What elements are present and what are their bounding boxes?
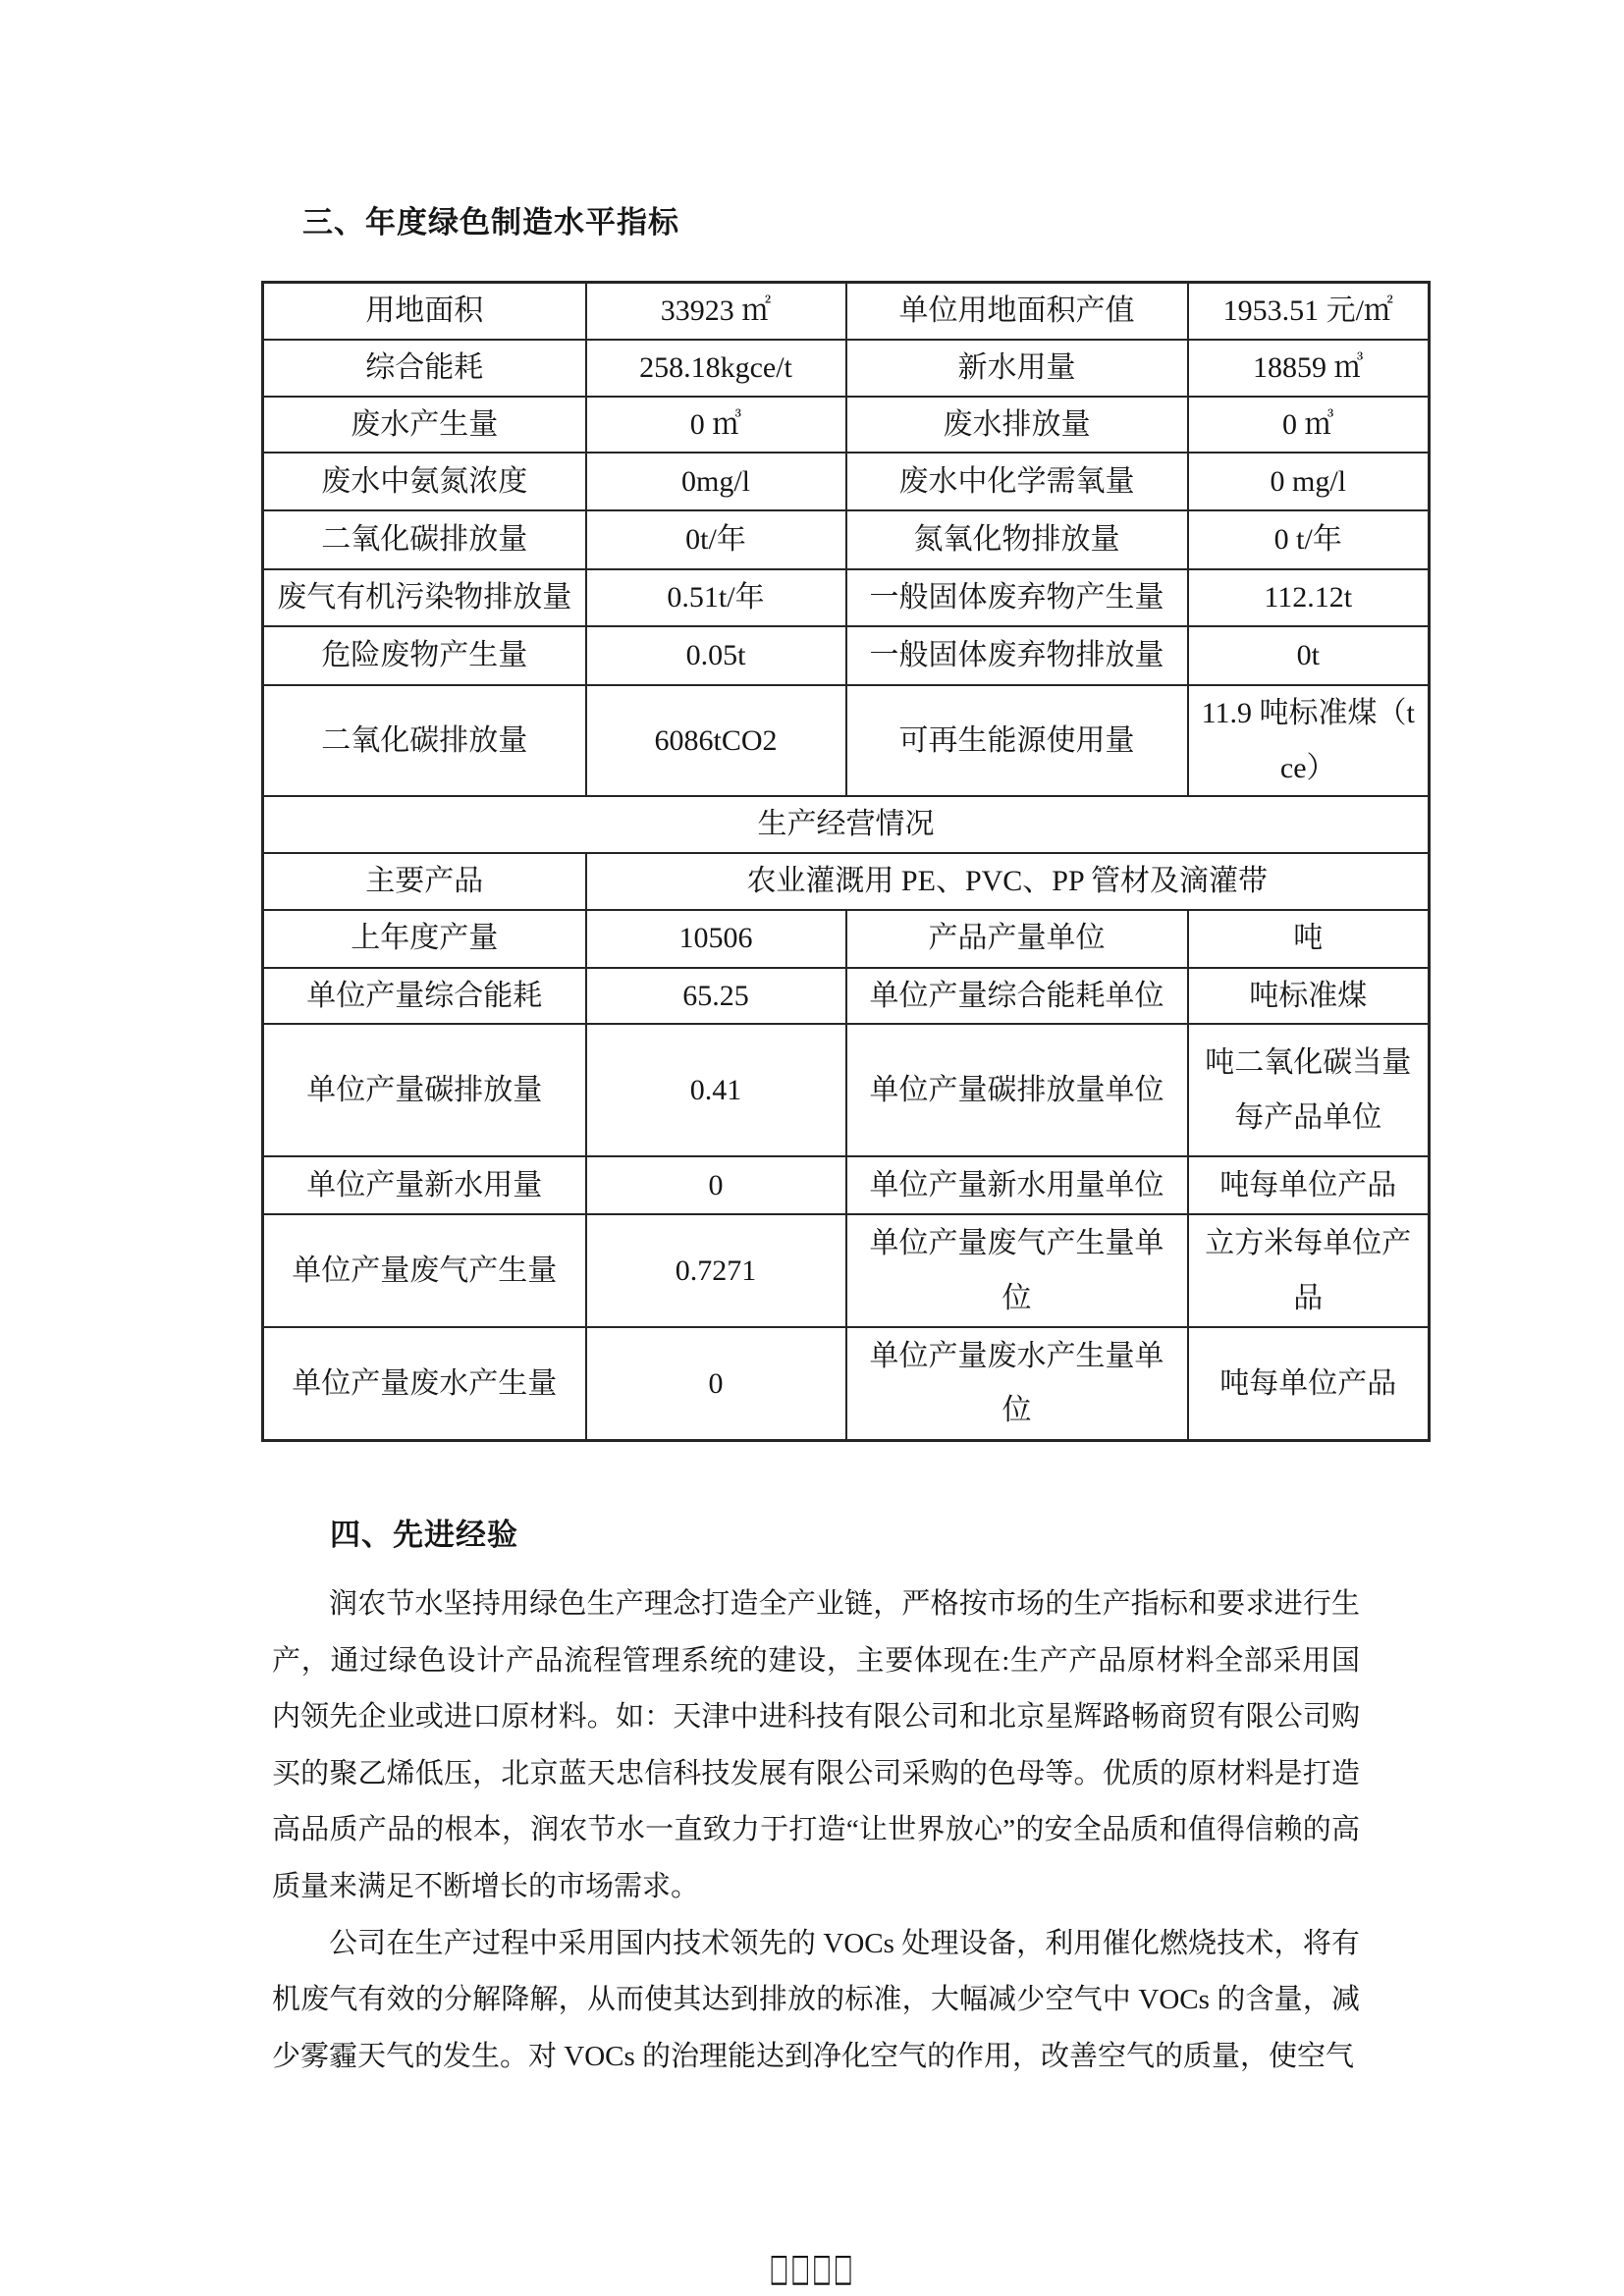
table-row (263, 626, 1430, 685)
table-cell: 单位产量新水用量 (263, 1156, 586, 1214)
table-cell: 18859 ㎥ (1188, 340, 1430, 397)
green-manufacturing-indicators-table (261, 281, 1431, 1442)
table-section-title: 生产经营情况 (263, 796, 1430, 853)
table-cell: 主要产品 (263, 853, 586, 910)
table-cell: 上年度产量 (263, 910, 586, 968)
table-cell: 吨 (1188, 910, 1430, 968)
table-cell: 用地面积 (263, 283, 586, 340)
table-cell: 产品产量单位 (846, 910, 1188, 968)
table-cell: 吨二氧化碳当量每产品单位 (1188, 1024, 1430, 1156)
table-row (263, 569, 1430, 626)
table-cell: 0 (586, 1327, 846, 1440)
table-row (263, 910, 1430, 968)
table-cell: 0t (1188, 626, 1430, 685)
table-row (263, 968, 1430, 1025)
table-cell: 0 ㎥ (1188, 397, 1430, 454)
table-cell: 单位产量碳排放量单位 (846, 1024, 1188, 1156)
table-row (263, 1214, 1430, 1327)
table-cell: 0 ㎥ (586, 397, 846, 454)
table-cell: 0 t/年 (1188, 510, 1430, 569)
table-cell: 0.7271 (586, 1214, 846, 1327)
table-cell: 废水中氨氮浓度 (263, 453, 586, 510)
table-row (263, 1024, 1430, 1156)
table-cell: 258.18kgce/t (586, 340, 846, 397)
table-cell: 单位产量新水用量单位 (846, 1156, 1188, 1214)
table-cell: 10506 (586, 910, 846, 968)
table-cell: 二氧化碳排放量 (263, 510, 586, 569)
table-cell: 33923 ㎡ (586, 283, 846, 340)
table-cell: 废水产生量 (263, 397, 586, 454)
section-heading-advanced-experience: 四、先进经验 (330, 1518, 518, 1552)
table-cell: 11.9 吨标准煤（tce） (1188, 685, 1430, 796)
table-cell: 单位产量废水产生量单位 (846, 1327, 1188, 1440)
table-cell: 单位用地面积产值 (846, 283, 1188, 340)
table-cell: 0t/年 (586, 510, 846, 569)
table-row (263, 853, 1430, 910)
paragraph: 公司在生产过程中采用国内技术领先的 VOCs 处理设备，利用催化燃烧技术，将有机废气有效的分解降解，从而使其达到排放的标准，大幅减少空气中 VOCs 的含量，减少雾霾天气的发生。对 VOCs 的治理能达到净化空气的作用，改善空气的质量，使空气 (272, 1927, 1360, 2072)
table-cell: 一般固体废弃物产生量 (846, 569, 1188, 626)
table-cell: 65.25 (586, 968, 846, 1025)
table-row (263, 283, 1430, 340)
table-cell: 0mg/l (586, 453, 846, 510)
table-cell: 吨每单位产品 (1188, 1156, 1430, 1214)
table-cell: 废水中化学需氧量 (846, 453, 1188, 510)
table-row (263, 1156, 1430, 1214)
table-row (263, 1327, 1430, 1440)
paragraph: 润农节水坚持用绿色生产理念打造全产业链，严格按市场的生产指标和要求进行生产，通过绿色设计产品流程管理系统的建设，主要体现在:生产产品原材料全部采用国内领先企业或进口原材料。如：天津中进科技有限公司和北京星辉路畅商贸有限公司购买的聚乙烯低压，北京蓝天忠信科技发展有限公司采购的色母等。优质的原材料是打造高品质产品的根本，润农节水一直致力于打造“让世界放心”的安全品质和值得信赖的高质量来满足不断增长的市场需求。 (272, 1588, 1360, 1902)
table-cell: 6086tCO2 (586, 685, 846, 796)
table-cell: 112.12t (1188, 569, 1430, 626)
page-footer (0, 2244, 1624, 2290)
table-cell: 单位产量综合能耗 (263, 968, 586, 1025)
table-cell: 0 (586, 1156, 846, 1214)
table-row (263, 340, 1430, 397)
table-cell: 新水用量 (846, 340, 1188, 397)
table-cell: 单位产量综合能耗单位 (846, 968, 1188, 1025)
table-cell: 废水排放量 (846, 397, 1188, 454)
table-cell: 单位产量废水产生量 (263, 1327, 586, 1440)
section-heading-green-indicators: 三、年度绿色制造水平指标 (302, 205, 679, 240)
table-cell: 氮氧化物排放量 (846, 510, 1188, 569)
table-cell: 0.05t (586, 626, 846, 685)
table-cell: 废气有机污染物排放量 (263, 569, 586, 626)
table-cell: 单位产量废气产生量单位 (846, 1214, 1188, 1327)
table-cell: 0 mg/l (1188, 453, 1430, 510)
table-cell: 立方米每单位产品 (1188, 1214, 1430, 1327)
table-cell: 单位产量碳排放量 (263, 1024, 586, 1156)
table-cell: 可再生能源使用量 (846, 685, 1188, 796)
table-cell: 二氧化碳排放量 (263, 685, 586, 796)
table-row (263, 510, 1430, 569)
table-row (263, 685, 1430, 796)
table-cell: 综合能耗 (263, 340, 586, 397)
table-cell: 危险废物产生量 (263, 626, 586, 685)
missing-glyph-text: □□□□ (769, 2244, 855, 2290)
table-cell: 一般固体废弃物排放量 (846, 626, 1188, 685)
table-cell: 单位产量废气产生量 (263, 1214, 586, 1327)
table-cell: 吨标准煤 (1188, 968, 1430, 1025)
body-text-block (272, 1576, 1360, 2085)
table-cell: 0.41 (586, 1024, 846, 1156)
table-row (263, 453, 1430, 510)
table-cell: 农业灌溉用 PE、PVC、PP 管材及滴灌带 (586, 853, 1430, 910)
table-row (263, 397, 1430, 454)
table-cell: 1953.51 元/㎡ (1188, 283, 1430, 340)
table-row-section (263, 796, 1430, 853)
table-cell: 0.51t/年 (586, 569, 846, 626)
table-cell: 吨每单位产品 (1188, 1327, 1430, 1440)
